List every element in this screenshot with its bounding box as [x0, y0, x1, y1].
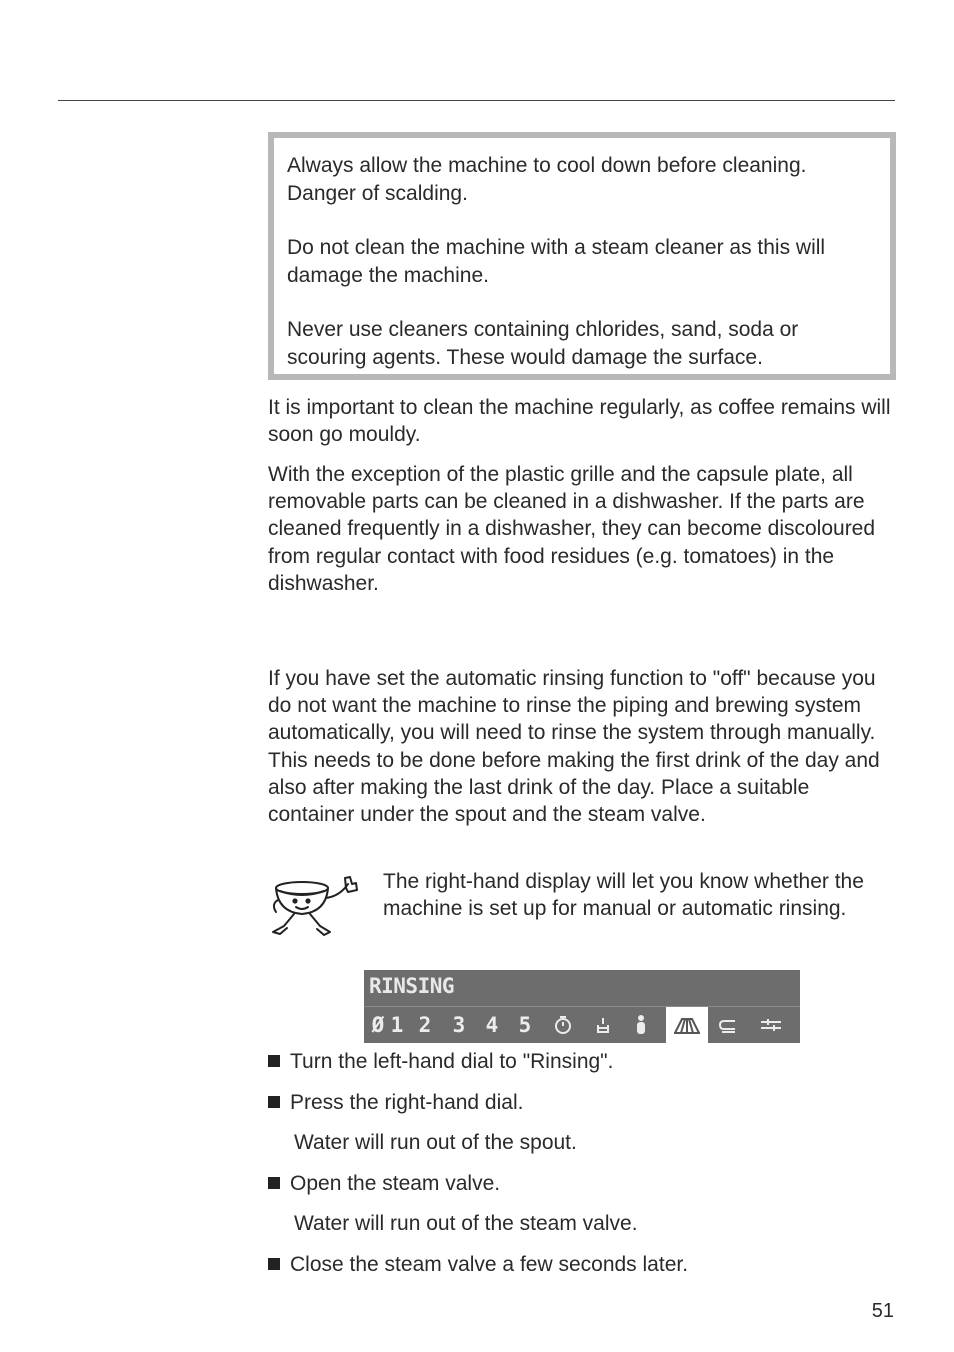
display-option-1: 1: [390, 1013, 404, 1037]
warning-paragraph-1: Always allow the machine to cool down before cleaning. Danger of scalding.: [287, 154, 807, 205]
warning-paragraph-3: Never use cleaners containing chlorides, sand, soda or scouring agents. These would damage the surface.: [287, 318, 799, 369]
bullet-square: [268, 1055, 280, 1067]
bullet-square: [268, 1096, 280, 1108]
tip-text: The right-hand display will let you know whether the machine is set up for manual or automatic rinsing.: [383, 870, 864, 921]
display-option-4: 4: [485, 1013, 499, 1037]
body-paragraph-1: It is important to clean the machine regularly, as coffee remains will soon go mouldy.: [268, 396, 891, 447]
body-paragraph-3: If you have set the automatic rinsing function to "off" because you do not want the machine to rinse the piping and brewing system automatically, you will need to rinse the system through manually. This needs to be done before making the first drink of the day and also after making the last drink of the day. Place a suitable container under the spout and the steam valve.: [268, 667, 880, 827]
return-icon: [714, 1007, 742, 1043]
display-options-row: [364, 1007, 800, 1043]
machine-display: [364, 970, 800, 1043]
warning-paragraph-2: Do not clean the machine with a steam cleaner as this will damage the machine.: [287, 236, 826, 287]
step-2-result: Water will run out of the spout.: [294, 1131, 577, 1154]
step-2: [268, 1089, 896, 1116]
cup-icon: [590, 1007, 616, 1043]
display-title: RINSING: [369, 974, 455, 998]
display-option-2: 2: [418, 1013, 432, 1037]
thumbs-up-cup-mascot-icon: [268, 870, 368, 942]
step-3-text: Open the steam valve.: [290, 1172, 501, 1195]
step-2-text: Press the right-hand dial.: [290, 1091, 524, 1114]
display-option-zero: Ø: [371, 1013, 385, 1037]
body-paragraph-2: With the exception of the plastic grille and the capsule plate, all removable parts can be cleaned in a dishwasher. If the parts are cleaned frequently in a dishwasher, they can become discoloured from regular contact with food residues (e.g. tomatoes) in the dishwasher.: [268, 463, 876, 595]
settings-icon: [756, 1007, 786, 1043]
step-3-result: Water will run out of the steam valve.: [294, 1212, 638, 1235]
header-rule: [58, 100, 895, 101]
step-1: [268, 1048, 896, 1075]
display-option-3: 3: [452, 1013, 466, 1037]
step-1-text: Turn the left-hand dial to "Rinsing".: [290, 1050, 614, 1073]
page-number: 51: [871, 1300, 894, 1322]
timer-icon: [550, 1007, 576, 1043]
person-icon: [628, 1007, 654, 1043]
display-option-5: 5: [518, 1013, 532, 1037]
step-4: [268, 1251, 896, 1278]
step-3: [268, 1170, 896, 1197]
step-4-text: Close the steam valve a few seconds later.: [290, 1253, 689, 1276]
warning-box: [268, 132, 896, 380]
rinse-icon: [666, 1007, 708, 1043]
bullet-square: [268, 1177, 280, 1189]
bullet-square: [268, 1258, 280, 1270]
